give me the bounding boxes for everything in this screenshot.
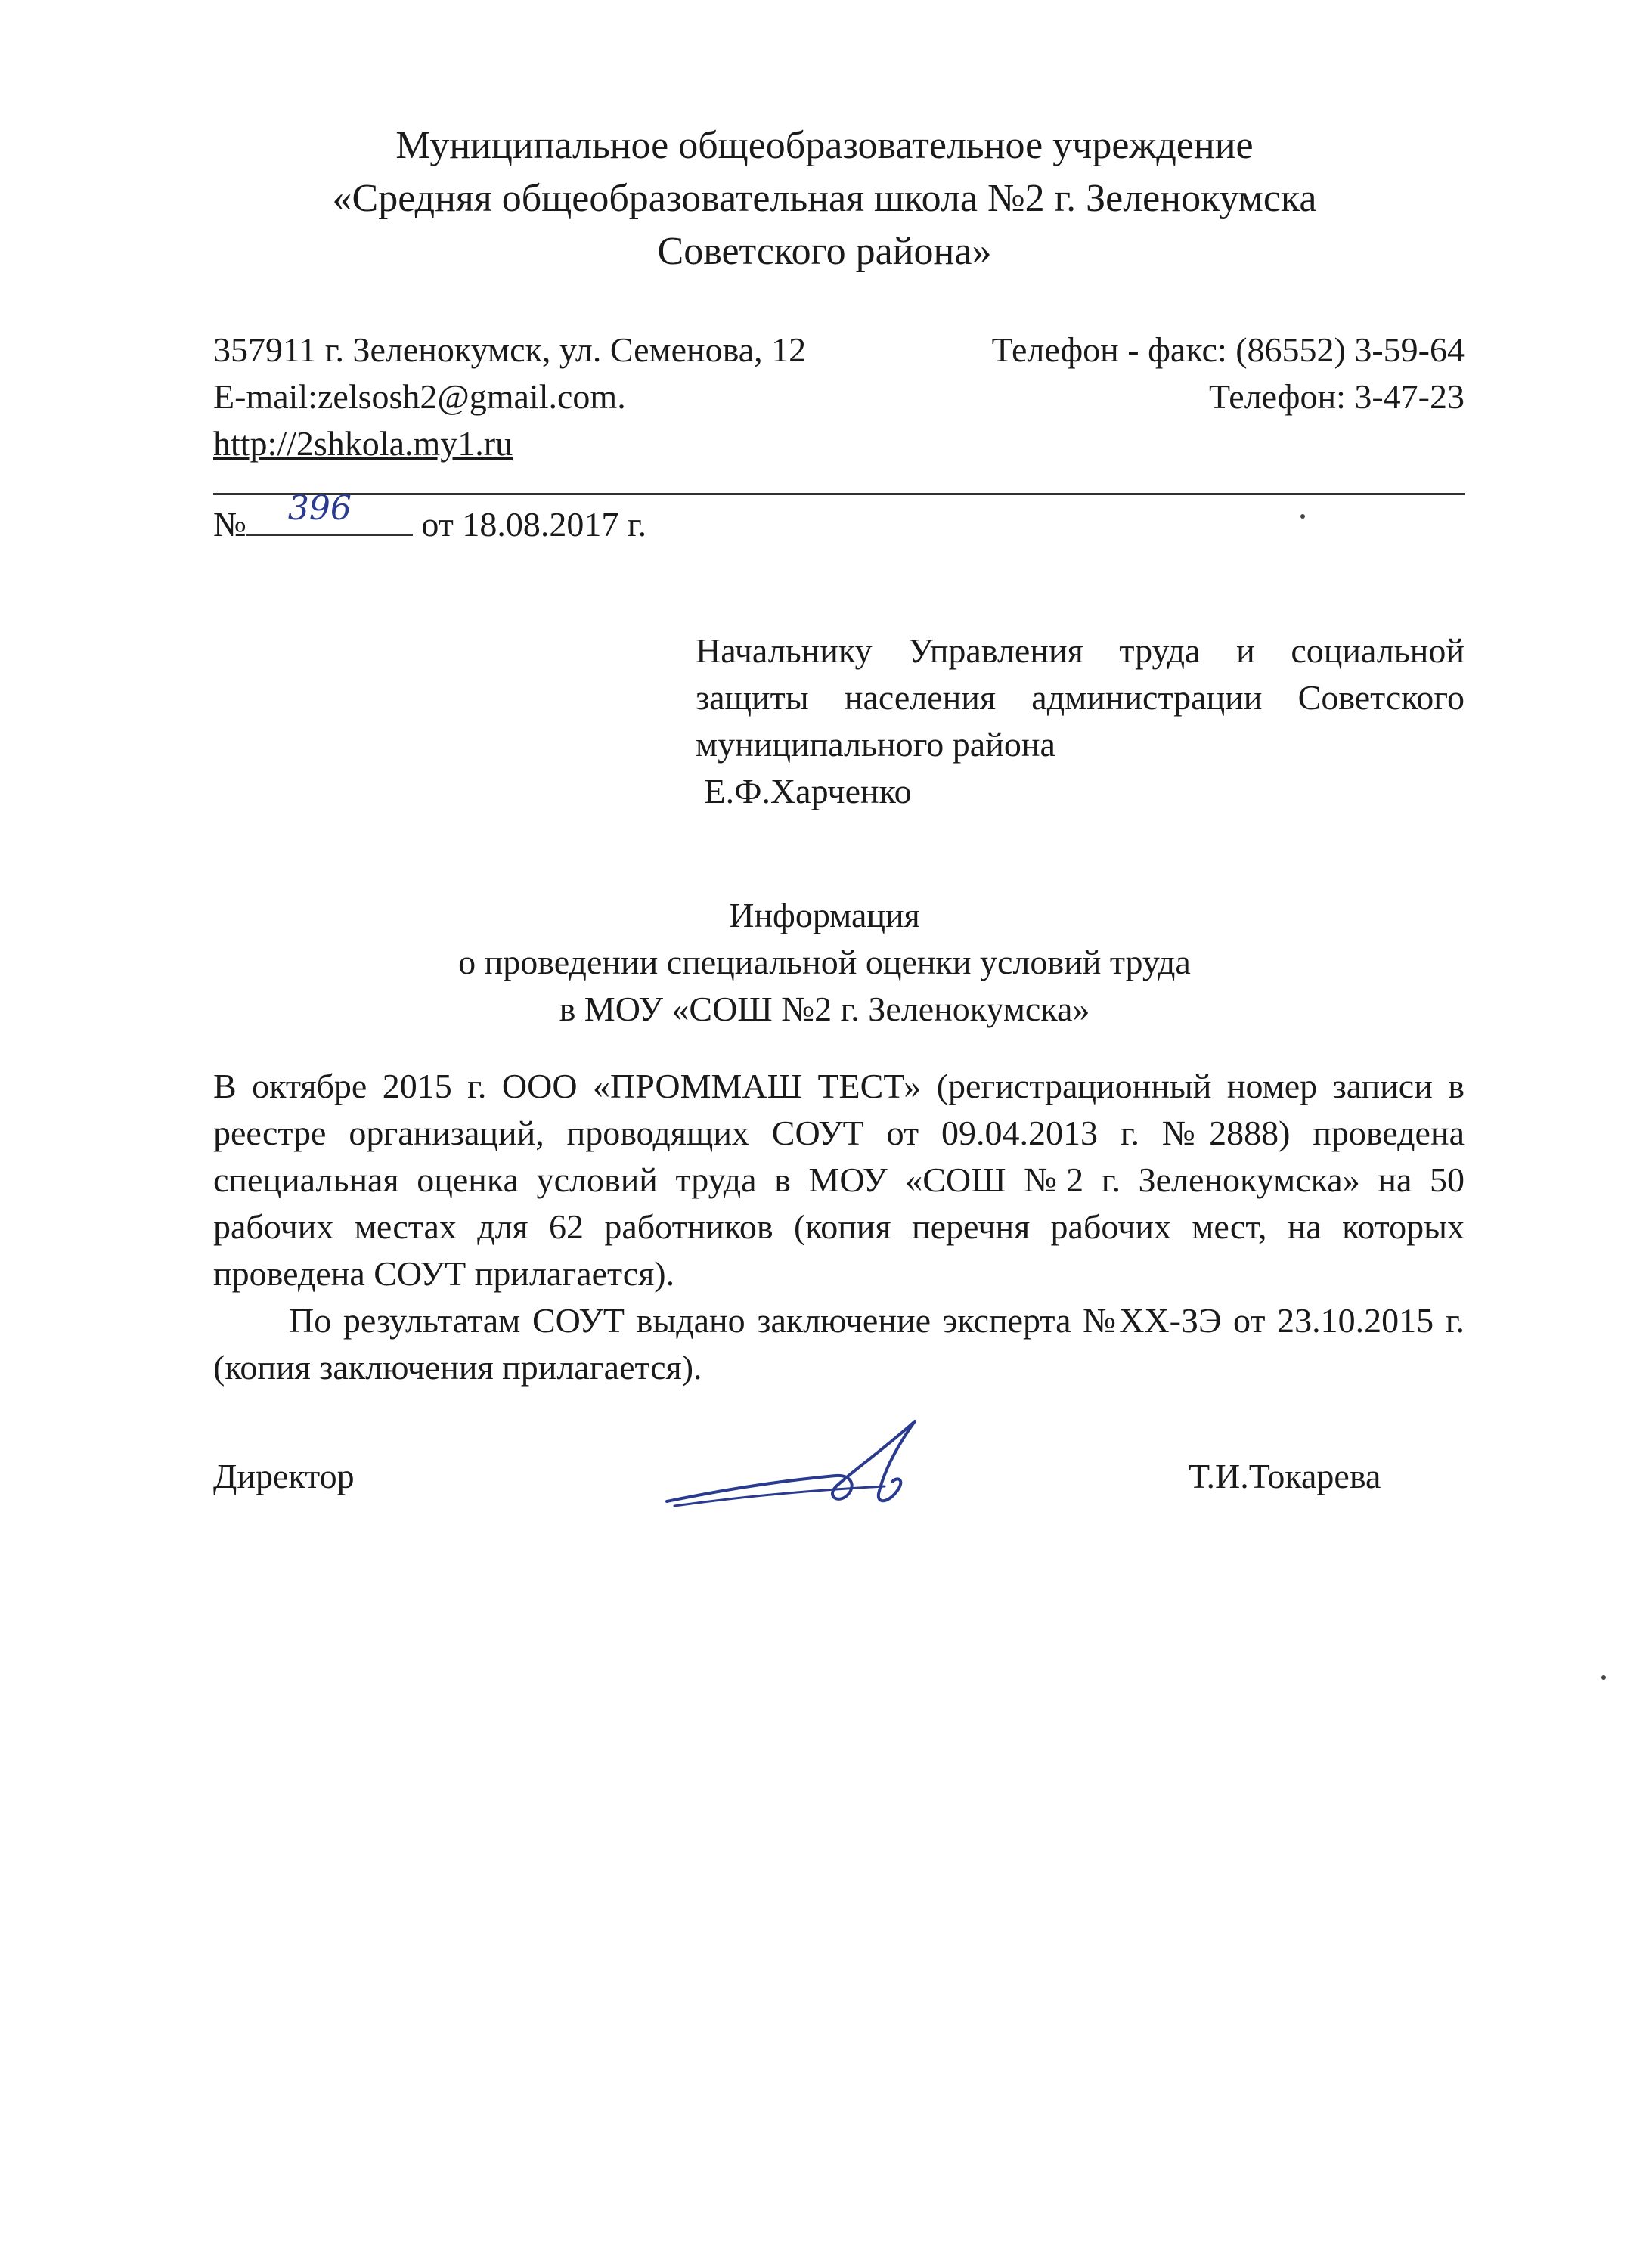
- number-field: [246, 489, 413, 536]
- recipient-name: Е.Ф.Харченко: [696, 772, 912, 810]
- letterhead-line-2: «Средняя общеобразовательная школа №2 г. Зеленокумска: [332, 177, 1317, 220]
- scan-speck: [1601, 1675, 1606, 1680]
- body-paragraph-2: По результатам СОУТ выдано заключение эксперта №ХХ-ЗЭ от 23.10.2015 г. (копия заключения прилагается).: [213, 1301, 1465, 1387]
- document-date: от 18.08.2017 г.: [421, 505, 647, 544]
- email: E-mail:zelsosh2@gmail.com.: [213, 377, 626, 416]
- recipient-line-2: защиты населения администрации Советского: [696, 678, 1465, 717]
- recipient-line-3: муниципального района: [696, 725, 1055, 764]
- title-line-2: о проведении специальной оценки условий труда: [458, 943, 1191, 981]
- fax-phone: Телефон - факс: (86552) 3-59-64: [991, 330, 1465, 369]
- body-paragraph-1: В октябре 2015 г. ООО «ПРОММАШ ТЕСТ» (регистрационный номер записи в реестре организаций, проводящих СОУТ от 09.04.2013 г. №2888) проведена специальная оценка условий труда в МОУ «СОШ №2 г. Зеленокумска» на 50 рабочих местах для 62 работников (копия перечня рабочих мест, на которых проведена СОУТ прилагается).: [213, 1067, 1465, 1293]
- contact-block: [213, 327, 1465, 467]
- document-body: [213, 1063, 1465, 1391]
- header-divider: [213, 493, 1465, 495]
- title-line-1: Информация: [729, 896, 920, 934]
- letterhead-line-3: Советского района»: [657, 230, 992, 273]
- letterhead-line-1: Муниципальное общеобразовательное учреждение: [395, 124, 1254, 167]
- recipient-line-1: Начальнику Управления труда и социальной: [696, 631, 1465, 670]
- title-line-3: в МОУ «СОШ №2 г. Зеленокумска»: [559, 990, 1090, 1028]
- signatory-name: Т.И.Токарева: [1189, 1457, 1381, 1495]
- website-link[interactable]: http://2shkola.my1.ru: [213, 424, 513, 463]
- scan-speck: [1300, 514, 1305, 519]
- signatory-position: Директор: [213, 1457, 355, 1495]
- handwritten-number: 396: [287, 489, 352, 528]
- document-number-line: [213, 489, 647, 548]
- handwritten-signature: [658, 1412, 945, 1518]
- letterhead: [0, 119, 1649, 278]
- recipient-block: [696, 627, 1465, 815]
- phone: Телефон: 3-47-23: [1208, 377, 1465, 416]
- document-title: [0, 892, 1649, 1033]
- number-prefix: №: [213, 505, 246, 544]
- address: 357911 г. Зеленокумск, ул. Семенова, 12: [213, 330, 807, 369]
